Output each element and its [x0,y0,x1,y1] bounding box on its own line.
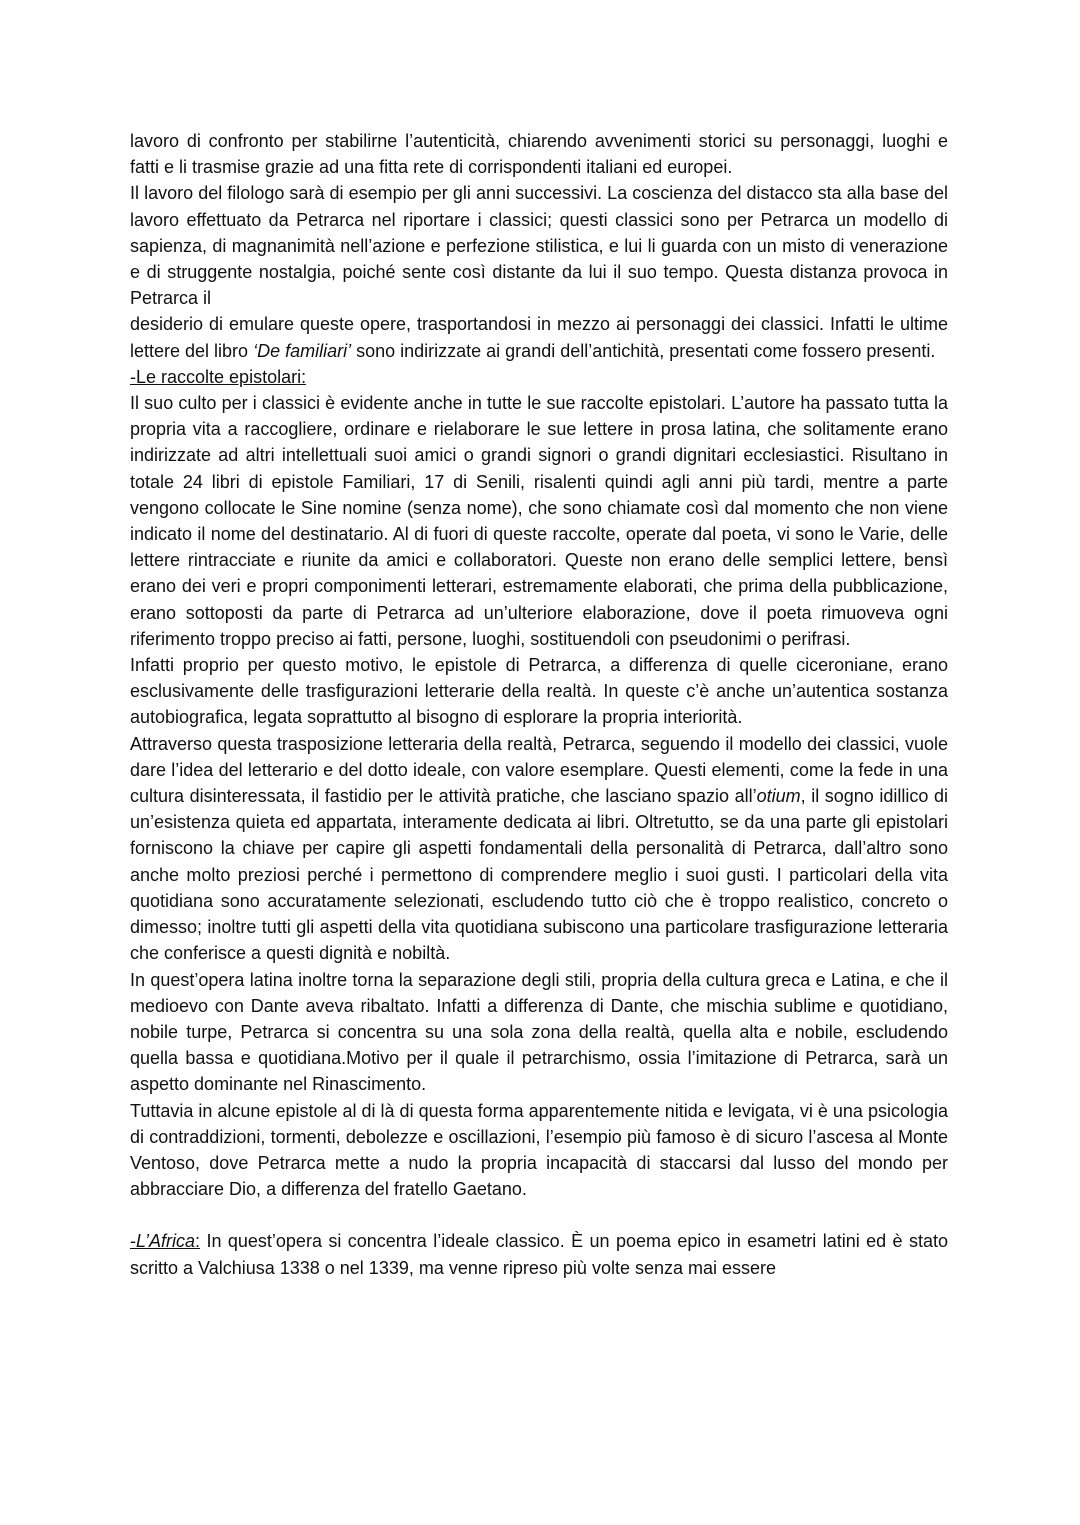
paragraph-epistolari-1: Il suo culto per i classici è evidente anche in tutte le sue raccolte epistolari. L’autore ha passato tutta la propria vita a raccogliere, ordinare e rielaborare le sue lettere in prosa latina, che solitamente erano indirizzate ad altri intellettuali suoi amici o grandi signori o grandi dignitari ecclesiastici. Risultano in totale 24 libri di epistole Familiari, 17 di Senili, risalenti quindi agli anni più tardi, mentre a parte vengono collocate le Sine nomine (senza nome), che sono chiamate così dal momento che non viene indicato il nome del destinatario. Al di fuori di queste raccolte, operate dal poeta, vi sono le Varie, delle lettere rintracciate e riunite da amici e collaboratori. Queste non erano delle semplici lettere, bensì erano dei veri e propri componimenti letterari, estremamente elaborati, che prima della pubblicazione, erano sottoposti da parte di Petrarca ad un’ulteriore elaborazione, dove il poeta rimuoveva ogni riferimento troppo preciso ai fatti, persone, luoghi, sostituendoli con pseudonimi o perifrasi. [130,393,948,649]
paragraph-text: sono indirizzate ai grandi dell’antichità, presentati come fossero presenti. [351,340,936,361]
document-page [130,128,948,1281]
paragraph-filologia-1: lavoro di confronto per stabilirne l’autenticità, chiarendo avvenimenti storici su personaggi, luoghi e fatti e li trasmise grazie ad una fitta rete di corrispondenti italiani ed europei. [130,131,948,178]
paragraph-epistolari-3 [130,731,948,967]
paragraph-filologia-3 [130,311,948,363]
paragraph-africa [130,1228,948,1280]
section-heading-africa [130,1231,200,1251]
heading-suffix: : [195,1231,201,1252]
paragraph-epistolari-5: Tuttavia in alcune epistole al di là di questa forma apparentemente nitida e levigata, vi è una psicologia di contraddizioni, tormenti, debolezze e oscillazioni, l’esempio più famoso è di sicuro l’ascesa al Monte Ventoso, dove Petrarca mette a nudo la propria incapacità di staccarsi dal lusso del mondo per abbracciare Dio, a differenza del fratello Gaetano. [130,1100,948,1200]
paragraph-text: desiderio di emulare queste opere, trasportandosi in mezzo ai personaggi dei classici. Infatti le ultime lettere del libro [130,314,948,361]
paragraph-filologia-2: Il lavoro del filologo sarà di esempio per gli anni successivi. La coscienza del distacco sta alla base del lavoro effettuato da Petrarca nel riportare i classici; questi classici sono per Petrarca un modello di sapienza, di magnanimità nell’azione e perfezione stilistica, e lui li guarda con un misto di venerazione e di struggente nostalgia, poiché sente così distante da lui il suo tempo. Questa distanza provoca in Petrarca il [130,183,948,309]
italic-term: otium [756,786,801,807]
paragraph-gap [130,1202,948,1228]
section-heading-epistolari: -Le raccolte epistolari: [130,366,307,387]
paragraph-text: In quest’opera si concentra l’ideale classico. È un poema epico in esametri latini ed è stato scritto a Valchiusa 1338 o nel 1339, ma venne ripreso più volte senza mai essere [130,1231,948,1278]
heading-prefix: - [130,1231,136,1252]
paragraph-text: , il sogno idillico di un’esistenza quieta ed appartata, interamente dedicata ai libri. Oltretutto, se da una parte gli epistolari forniscono la chiave per capire gli aspetti fondamentali della personalità di Petrarca, dall’altro sono anche molto preziosi perché i permettono di comprendere meglio i suoi gusti. I particolari della vita quotidiana sono accuratamente selezionati, escludendo tutto ciò che è troppo realistico, concreto o dimesso; inoltre tutti gli aspetti della vita quotidiana subiscono una particolare trasfigurazione letteraria che conferisce a questi dignità e nobiltà. [130,786,948,964]
paragraph-epistolari-4: In quest’opera latina inoltre torna la separazione degli stili, propria della cultura greca e Latina, e che il medioevo con Dante aveva ribaltato. Infatti a differenza di Dante, che mischia sublime e quotidiano, nobile turpe, Petrarca si concentra su una sola zona della realtà, quella alta e nobile, escludendo quella bassa e quotidiana.Motivo per il quale il petrarchismo, ossia l’imitazione di Petrarca, sarà un aspetto dominante nel Rinascimento. [130,969,948,1095]
heading-title: L’Africa [136,1231,196,1252]
book-title: ‘De familiari’ [253,340,352,361]
paragraph-epistolari-2: Infatti proprio per questo motivo, le epistole di Petrarca, a differenza di quelle ciceroniane, erano esclusivamente delle trasfigurazioni letterarie della realtà. In queste c’è anche un’autentica sostanza autobiografica, legata soprattutto al bisogno di esplorare la propria interiorità. [130,655,948,728]
paragraph-text: Attraverso questa trasposizione letteraria della realtà, Petrarca, seguendo il modello dei classici, vuole dare l’idea del letterario e del dotto ideale, con valore esemplare. Questi elementi, come la fede in una cultura disinteressata, il fastidio per le attività pratiche, che lasciano spazio all’ [130,733,948,807]
